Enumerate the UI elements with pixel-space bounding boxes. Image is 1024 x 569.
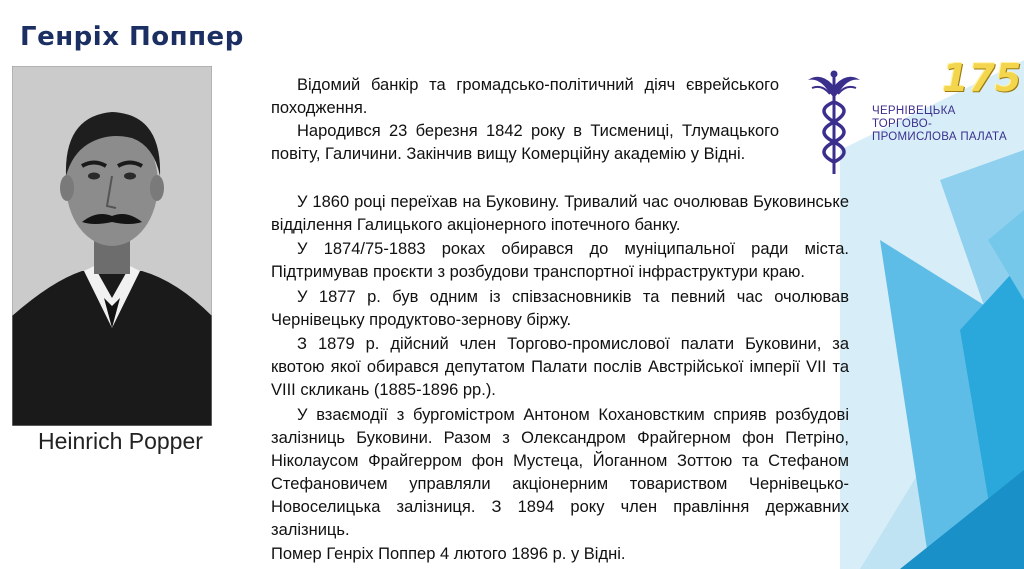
paragraph-chamber: З 1879 р. дійсний член Торгово-промислової палати Буковини, за квотою якої обирався депутатом Палати послів Австрійської імперії VII та VIII скликань (1885-1896 рр.). [271, 335, 849, 399]
org-name: ЧЕРНІВЕЦЬКА ТОРГОВО-ПРОМИСЛОВА ПАЛАТА [872, 105, 1007, 143]
paragraph-council: У 1874/75-1883 роках обирався до муніципальної ради міста. Підтримував проєкти з розбудови транспортної інфраструктури краю. [271, 240, 849, 281]
paragraph-birth: Народився 23 березня 1842 року в Тисмениці, Тлумацького повіту, Галичини. Закінчив вищу Комерційну академію у Відні. [271, 122, 779, 163]
page-title: Генріх Поппер [20, 22, 244, 52]
paragraph-intro: Відомий банкір та громадсько-політичний діяч єврейського походження. [271, 76, 779, 117]
paragraph-railways: У взаємодії з бургомістром Антоном Кохановстким сприяв розбудові залізниць Буковини. Разом з Олександром Фрайгерном фон Петріно, Ніколаусом Фрайгерром фон Мустеца, Йоганном Зоттою та Стефаном Стефановичем управляли акціонерним товариством Чернівецько-Новоселицька залізниця. З 1894 року член правління державних залізниць. [271, 406, 849, 539]
paragraph-exchange: У 1877 р. був одним із співзасновників та певний час очолював Чернівецьку продуктово-зернову біржу. [271, 288, 849, 329]
paragraph-bukovina: У 1860 році переїхав на Буковину. Тривалий час очолював Буковинське відділення Галицького акціонерного іпотечного банку. [271, 193, 849, 234]
paragraph-death: Помер Генріх Поппер 4 лютого 1896 р. у Відні. [271, 545, 626, 563]
anniversary-badge: 175 [942, 56, 1022, 100]
chamber-logo [798, 54, 1020, 184]
caduceus-icon [806, 66, 862, 176]
photo-caption: Heinrich Popper [38, 428, 203, 454]
portrait-photo [12, 66, 212, 426]
